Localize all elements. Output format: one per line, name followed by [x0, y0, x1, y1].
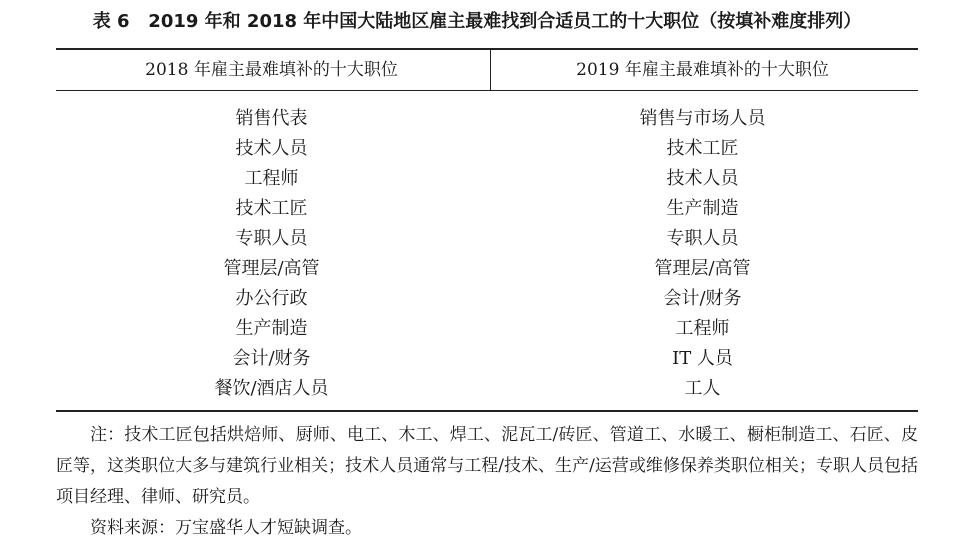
table-cell: 技术工匠	[235, 198, 308, 219]
table-cell: 专职人员	[235, 228, 308, 249]
footnote: 注：技术工匠包括烘焙师、厨师、电工、木工、焊工、泥瓦工/砖匠、管道工、水暖工、橱柜制造工、石匠、皮匠等，这类职位大多与建筑行业相关；技术人员通常与工程/技术、生产/运营或维修保养类职位相关；专职人员包括项目经理、律师、研究员。	[56, 425, 918, 507]
table-notes	[56, 420, 918, 544]
table-cell: 会计/财务	[232, 348, 311, 369]
table-cell: 生产制造	[666, 198, 739, 219]
table-cell: 生产制造	[235, 318, 308, 339]
jobs-table	[56, 48, 918, 412]
table-caption	[0, 8, 954, 36]
table-cell: 办公行政	[235, 288, 308, 309]
table-cell: 技术工匠	[666, 138, 739, 159]
caption-label: 表 6	[92, 11, 130, 32]
table-header	[56, 50, 918, 91]
table-cell: 会计/财务	[663, 288, 742, 309]
table-cell: 销售代表	[235, 108, 308, 129]
header-2019: 2019 年雇主最难填补的十大职位	[576, 60, 829, 80]
table-cell: 技术人员	[235, 138, 308, 159]
source-note: 资料来源：万宝盛华人才短缺调查。	[90, 518, 362, 538]
table-cell: IT 人员	[672, 348, 733, 369]
table-cell: 管理层/高管	[223, 258, 320, 279]
table-cell: 工程师	[675, 318, 730, 339]
header-2018: 2018 年雇主最难填补的十大职位	[145, 60, 398, 80]
table-cell: 专职人员	[666, 228, 739, 249]
table-cell: 技术人员	[666, 168, 739, 189]
table-cell: 管理层/高管	[654, 258, 751, 279]
table-cell: 工人	[684, 378, 721, 399]
caption-title: 2019 年和 2018 年中国大陆地区雇主最难找到合适员工的十大职位（按填补难度排列）	[148, 11, 862, 32]
column-2019	[487, 104, 918, 404]
column-2018	[56, 104, 487, 404]
table-cell: 餐饮/酒店人员	[214, 378, 329, 399]
table-cell: 销售与市场人员	[639, 108, 766, 129]
table-cell: 工程师	[244, 168, 299, 189]
